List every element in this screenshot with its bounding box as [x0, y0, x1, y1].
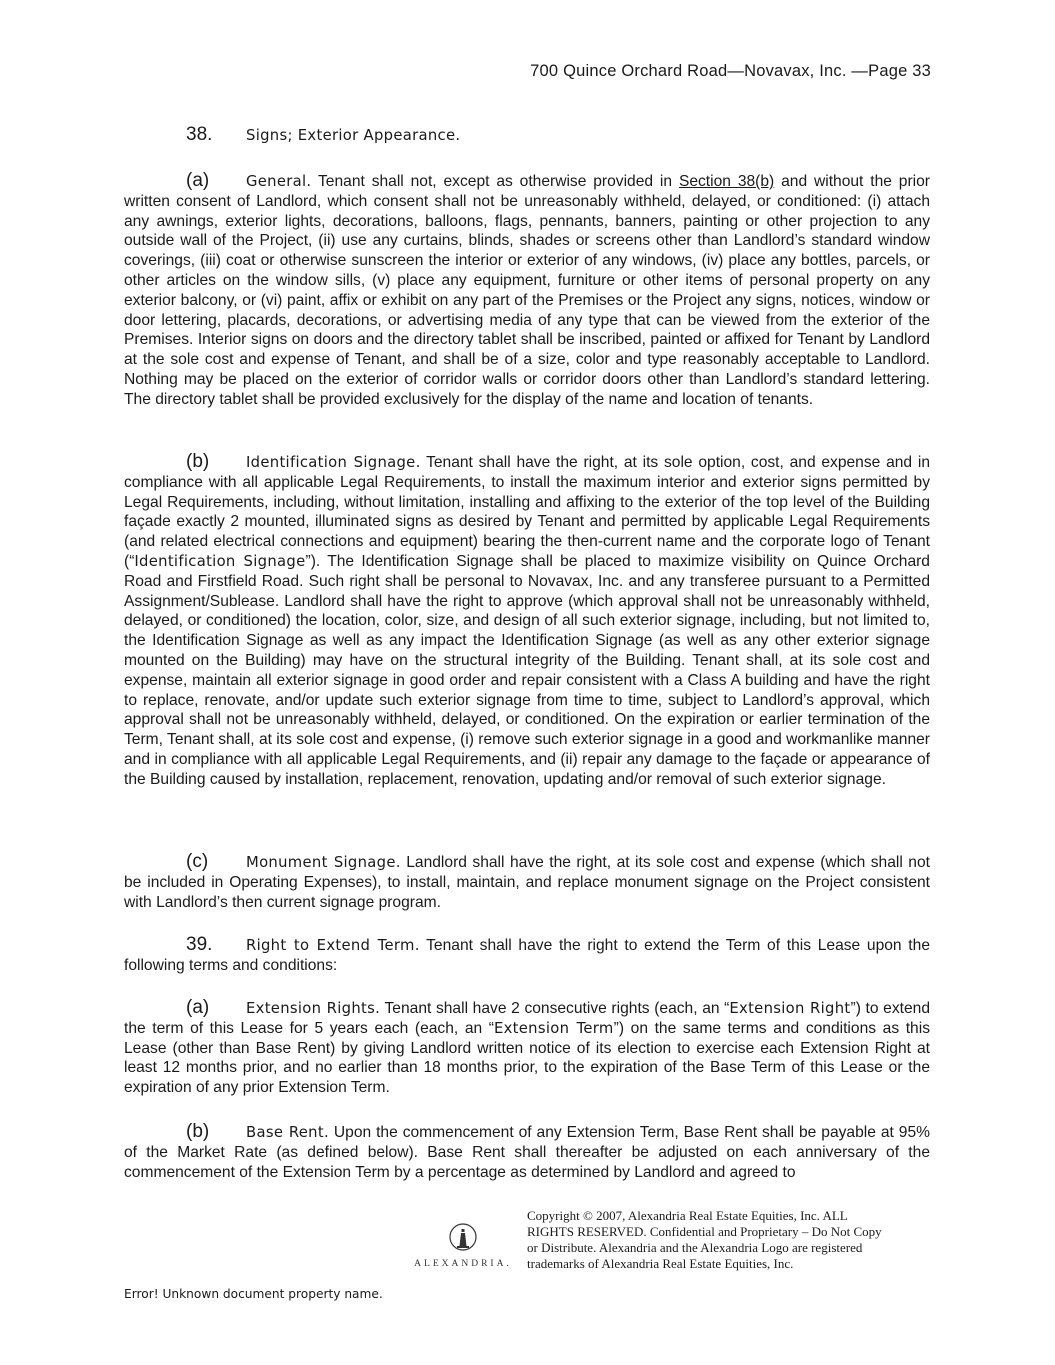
subsection-label: (b): [186, 451, 210, 472]
paragraph-text: Upon the commencement of any Extension Term, Base Rent shall be payable at 95% of the Market Rate (as defined below). Base Rent shall thereafter be adjusted on each anniversary of the commencement of the Extension Term by a percentage as determined by Landlord and agreed to: [124, 1124, 931, 1181]
section-38-heading: [124, 125, 930, 146]
section-number: 39.: [186, 934, 213, 955]
paragraph-text: and without the prior written consent of Landlord, which consent shall not be unreasonably withheld, delayed, or conditioned: (i) attach any awnings, exterior lights, decorations, balloons, flags, pennants, banners, painting or other projection to any outside wall of the Project, (ii) use any curtains, blinds, shades or screens other than Landlord’s standard window coverings, (iii) coat or otherwise sunscreen the interior or exterior of any windows, (iv) place any bottles, parcels, or other articles on the window sills, (v) place any equipment, furniture or other items of personal property on any exterior balcony, or (vi) paint, affix or exhibit on any part of the Premises or the Project any signs, notices, window or door lettering, placards, decorations, or advertising media of any type that can be viewed from the exterior of the Premises. Interior signs on doors and the directory tablet shall be inscribed, painted or affixed for Tenant by Landlord at the sole cost and expense of Tenant, and shall be of a size, color and type reasonably acceptable to Landlord. Nothing may be placed on the exterior of corridor walls or corridor doors other than Landlord’s standard lettering. The directory tablet shall be provided exclusively for the display of the name and location of tenants.: [124, 173, 930, 408]
subsection-caption: Base Rent.: [246, 1124, 329, 1141]
subsection-caption: General.: [246, 173, 312, 190]
error-field-text: Error! Unknown document property name.: [124, 1287, 383, 1301]
section-38a: [124, 171, 930, 410]
logo-wordmark: ALEXANDRIA.: [414, 1259, 512, 1269]
paragraph-text: Tenant shall have the right, at its sole option, cost, and expense and in compliance with all applicable Legal Requirements, to install the maximum interior and exterior signs permitted by Legal Requirements, including, without limitation, installing and affixing to the exterior of the top level of the Building façade exactly 2 mounted, illuminated signs as desired by Tenant and permitted by applicable Legal Requirements (and related electrical connections and equipment) bearing the then-current name and the corporate logo of Tenant (“: [124, 454, 930, 570]
copyright-notice: Copyright © 2007, Alexandria Real Estate Equities, Inc. ALL RIGHTS RESERVED. Confidential and Proprietary – Do Not Copy or Distribute. Alexandria and the Alexandria Logo are registered trademarks of Alexandria Real Estate Equities, Inc.: [527, 1208, 882, 1271]
paragraph-text: ”) to extend the term of this Lease for 5 years each (each, an “: [124, 1000, 930, 1037]
defined-term: Extension Right: [729, 1000, 851, 1017]
paragraph-text: ”) on the same terms and conditions as this Lease (other than Base Rent) by giving Landlord written notice of its election to exercise each Extension Right at least 12 months prior, and no earlier than 18 months prior, to the expiration of the Base Term of this Lease or the expiration of any prior Extension Term.: [124, 1019, 930, 1097]
section-38b: [124, 452, 930, 790]
paragraph-text: Tenant shall not, except as otherwise provided in: [311, 173, 679, 190]
section-reference: Section 38(b): [678, 173, 775, 190]
subsection-label: (a): [186, 170, 210, 191]
alexandria-logo: [404, 1222, 522, 1269]
subsection-caption: Extension Rights.: [246, 1000, 381, 1017]
section-39b: [124, 1122, 930, 1182]
subsection-caption: Monument Signage.: [246, 854, 401, 871]
subsection-label: (a): [186, 997, 210, 1018]
page-header: 700 Quince Orchard Road—Novavax, Inc. —Page 33: [530, 62, 931, 80]
section-38c: [124, 852, 930, 912]
section-caption: Right to Extend Term.: [246, 937, 420, 954]
subsection-label: (b): [186, 1121, 210, 1142]
section-39: [124, 935, 930, 976]
subsection-label: (c): [186, 851, 209, 872]
section-title: Signs; Exterior Appearance.: [246, 127, 461, 144]
defined-term: Extension Term: [493, 1019, 614, 1037]
section-number: 38.: [186, 124, 213, 145]
paragraph-text: Tenant shall have the right to extend the Term of this Lease upon the following terms and conditions:: [124, 937, 930, 974]
section-39a: [124, 998, 930, 1098]
paragraph-text: Landlord shall have the right, at its sole cost and expense (which shall not be included in Operating Expenses), to install, maintain, and replace monument signage on the Project consistent with Landlord’s then current signage program.: [124, 854, 930, 911]
subsection-caption: Identification Signage.: [246, 454, 421, 471]
defined-term: Identification Signage: [134, 552, 306, 570]
lighthouse-icon: [446, 1222, 480, 1252]
paragraph-text: Tenant shall have 2 consecutive rights (each, an “: [380, 1000, 730, 1017]
paragraph-text: ”). The Identification Signage shall be placed to maximize visibility on Quince Orchard Road and Firstfield Road. Such right shall be personal to Novavax, Inc. and any transferee pursuant to a Permitted Assignment/Sublease. Landlord shall have the right to approve (which approval shall not be unreasonably withheld, delayed, or conditioned) the location, color, size, and design of all such exterior signage, including, but not limited to, the Identification Signage as well as any impact the Identification Signage (as well as any other exterior signage mounted on the Building) may have on the structural integrity of the Building. Tenant shall, at its sole cost and expense, maintain all exterior signage in good order and repair consistent with a Class A building and have the right to replace, renovate, and/or update such exterior signage from time to time, subject to Landlord’s approval, which approval shall not be unreasonably withheld, delayed, or conditioned. On the expiration or earlier termination of the Term, Tenant shall, at its sole cost and expense, (i) remove such exterior signage in a good and workmanlike manner and in compliance with all applicable Legal Requirements, and (ii) repair any damage to the façade or appearance of the Building caused by installation, replacement, renovation, updating and/or removal of such exterior signage.: [124, 552, 930, 788]
